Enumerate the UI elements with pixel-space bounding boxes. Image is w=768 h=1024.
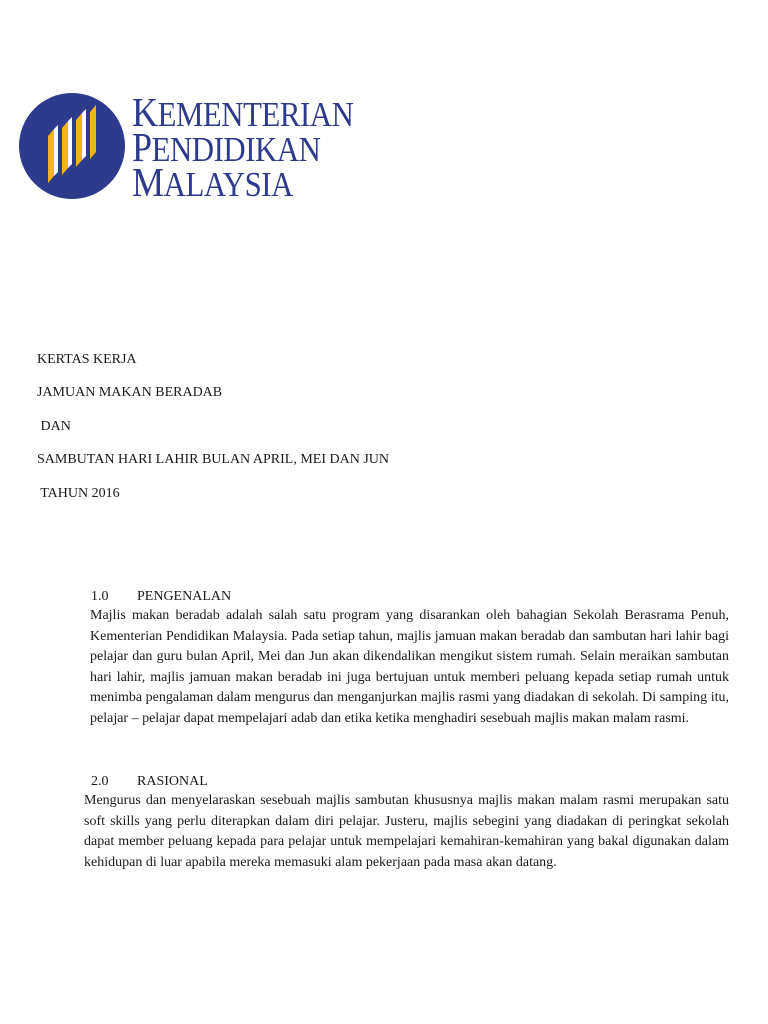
section-heading <box>91 772 208 793</box>
title-line-3: DAN <box>37 419 71 434</box>
section-number: 1.0 <box>91 589 109 604</box>
title-line-1: KERTAS KERJA <box>37 352 137 367</box>
title-line-2: JAMUAN MAKAN BERADAB <box>37 385 223 400</box>
section-body: Mengurus dan menyelaraskan sesebuah majlis sambutan khususnya majlis makan malam rasmi merupakan satu soft skills yang perlu diterapkan dalam diri pelajar. Justeru, majlis sebegini yang diadakan di peringkat sekolah dapat member peluang kepada para pelajar untuk mempelajari kemahiran-kemahiran yang bakal digunakan dalam kehidupan di luar apabila mereka memasuki alam pekerjaan pada masa akan datang. <box>84 793 729 870</box>
logo-line-3: MALAYSIA <box>132 159 293 205</box>
ministry-emblem-icon <box>18 92 126 200</box>
section-number: 2.0 <box>91 774 109 789</box>
section-heading <box>91 587 231 608</box>
logo-line-1: KEMENTERIAN <box>132 89 354 135</box>
section-title: PENGENALAN <box>137 589 232 604</box>
ministry-logo <box>18 89 354 205</box>
ministry-name <box>132 89 354 205</box>
section-body: Majlis makan beradab adalah salah satu program yang disarankan oleh bahagian Sekolah Berasrama Penuh, Kementerian Pendidikan Malaysia. Pada setiap tahun, majlis jamuan makan beradab dan sambutan hari lahir bagi pelajar dan guru bulan April, Mei dan Jun akan dikendalikan mengikut sistem rumah. Selain meraikan sambutan hari lahir, majlis jamuan makan beradab ini juga bertujuan untuk memberi peluang kepada setiap rumah untuk menimba pengalaman dalam mengurus dan menganjurkan majlis rasmi yang diadakan di sekolah. Di samping itu, pelajar – pelajar dapat mempelajari adab dan etika ketika menghadiri sesebuah majlis makan malam rasmi. <box>90 608 729 726</box>
title-line-4: SAMBUTAN HARI LAHIR BULAN APRIL, MEI DAN JUN <box>37 452 389 467</box>
logo-line-2: PENDIDIKAN <box>132 124 321 170</box>
section-title: RASIONAL <box>137 774 208 789</box>
title-line-5: TAHUN 2016 <box>37 486 120 501</box>
